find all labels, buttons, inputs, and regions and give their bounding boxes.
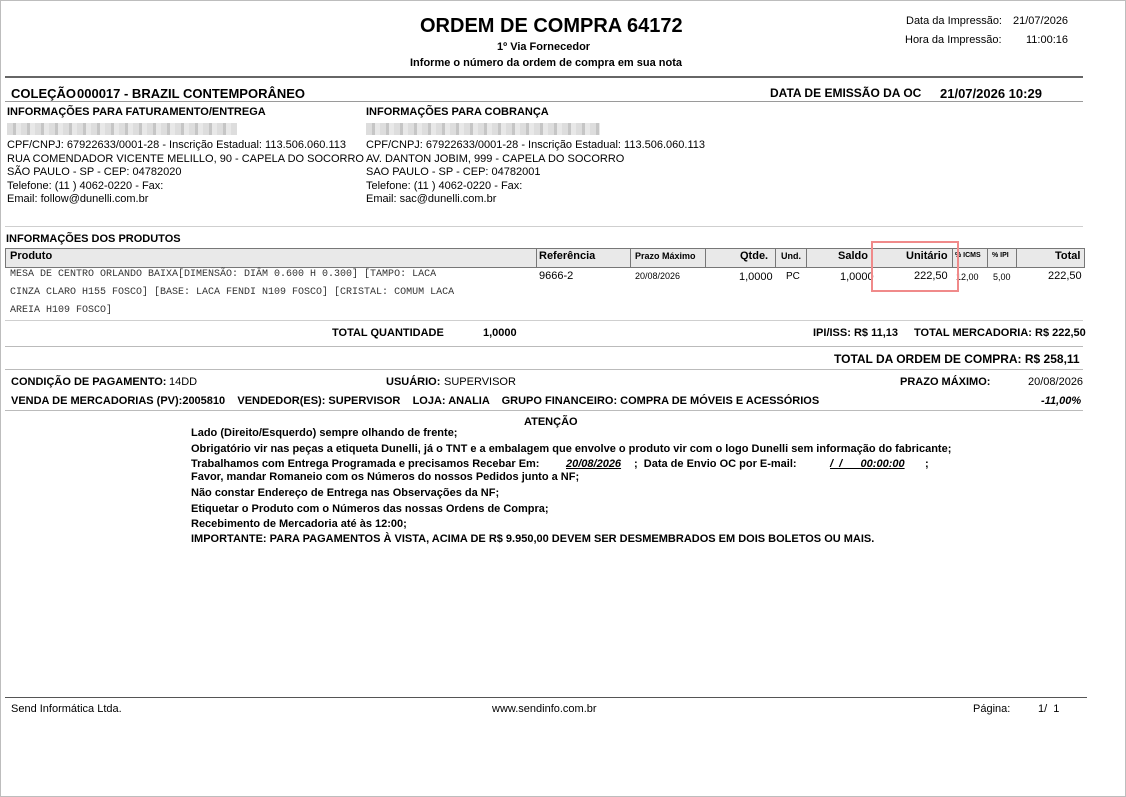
note-line: Trabalhamos com Entrega Programada e precisamos Recebar Em: [191, 458, 540, 470]
payment-label: CONDIÇÃO DE PAGAMENTO: [11, 376, 167, 388]
billing-line: RUA COMENDADOR VICENTE MELILLO, 90 - CAPELA DO SOCORRO [7, 153, 364, 165]
column-divider [705, 248, 706, 267]
column-header: Und. [781, 251, 801, 261]
product-balance: 1,0000 [840, 271, 874, 283]
page-label: Página: [973, 703, 1011, 715]
product-unit-price: 222,50 [914, 270, 948, 282]
billing-title: INFORMAÇÕES PARA FATURAMENTO/ENTREGA [7, 106, 266, 118]
page-title: ORDEM DE COMPRA 64172 [420, 15, 683, 37]
column-divider [775, 248, 776, 267]
redacted-name [366, 123, 600, 135]
column-header: Prazo Máximo [635, 251, 696, 261]
billing-line: CPF/CNPJ: 67922633/0001-28 - Inscrição Estadual: 113.506.060.113 [7, 139, 346, 151]
footer-divider [5, 697, 1087, 698]
charge-line: SAO PAULO - SP - CEP: 04782001 [366, 166, 541, 178]
product-ref: 9666-2 [539, 270, 574, 282]
column-header: % IPI [992, 252, 1009, 259]
column-divider [1016, 248, 1017, 267]
page-number: 1/ 1 [1038, 703, 1060, 715]
delivery-date: 20/08/2026 [566, 458, 622, 470]
print-date-label: Data da Impressão: [906, 15, 1002, 27]
products-title: INFORMAÇÕES DOS PRODUTOS [6, 233, 181, 245]
via-label: 1º Via Fornecedor [497, 41, 591, 53]
note-line: IMPORTANTE: PARA PAGAMENTOS À VISTA, ACIMA DE R$ 9.950,00 DEVEM SER DESMEMBRADOS EM DOIS BOLETOS OU MAIS. [191, 533, 875, 545]
product-total: 222,50 [1048, 270, 1082, 282]
note-line: Favor, mandar Romaneio com os Números do nossos Pedidos junto a NF; [191, 471, 580, 483]
note-line: ; Data de Envio OC por E-mail: [634, 458, 797, 470]
charge-email: Email: sac@dunelli.com.br [366, 193, 497, 205]
product-description-line: AREIA H109 FOSCO] [10, 305, 113, 316]
ipi-iss-total: IPI/ISS: R$ 11,13 [813, 327, 898, 339]
column-divider [987, 248, 988, 267]
column-header: % ICMS [955, 252, 981, 259]
product-description-line: CINZA CLARO H155 FOSCO] [BASE: LACA FENDI N109 FOSCO] [CRISTAL: COMUM LACA [10, 287, 455, 298]
deadline-label: PRAZO MÁXIMO: [900, 376, 991, 388]
total-qty-value: 1,0000 [483, 327, 517, 339]
user-label: USUÁRIO: [386, 376, 441, 388]
note-line: ; [925, 458, 929, 470]
column-header: Qtde. [740, 250, 769, 262]
payment-value: 14DD [169, 376, 198, 388]
attention-title: ATENÇÃO [524, 416, 578, 428]
product-deadline: 20/08/2026 [635, 271, 681, 281]
footer-site: www.sendinfo.com.br [492, 703, 597, 715]
divider [5, 410, 1083, 411]
sale-info-line: VENDA DE MERCADORIAS (PV):2005810 VENDEDOR(ES): SUPERVISOR LOJA: ANALIA GRUPO FINANCEIRO: COMPRA DE MÓVEIS E ACESSÓRIOS [11, 395, 820, 407]
divider [5, 369, 1083, 370]
column-divider [630, 248, 631, 267]
collection-value: 000017 - BRAZIL CONTEMPORÂNEO [77, 86, 306, 101]
print-time: 11:00:16 [1026, 34, 1069, 46]
column-divider [536, 248, 537, 267]
column-header: Saldo [838, 250, 868, 262]
order-total: TOTAL DA ORDEM DE COMPRA: R$ 258,11 [834, 352, 1080, 366]
note-line: Recebimento de Mercadoria até às 12:00; [191, 518, 407, 530]
column-header: Referência [539, 250, 596, 262]
collection-label: COLEÇÃO [11, 86, 76, 101]
discount-value: -11,00% [1041, 395, 1082, 407]
user-value: SUPERVISOR [444, 376, 516, 388]
charge-line: Telefone: (11 ) 4062-0220 - Fax: [366, 180, 523, 192]
product-qty: 1,0000 [739, 271, 773, 283]
charge-line: CPF/CNPJ: 67922633/0001-28 - Inscrição Estadual: 113.506.060.113 [366, 139, 705, 151]
note-line: Obrigatório vir nas peças a etiqueta Dunelli, já o TNT e a embalagem que envolve o produto vir com o logo Dunelli sem informação do fabricante; [191, 443, 952, 455]
merchandise-total: TOTAL MERCADORIA: R$ 222,50 [914, 327, 1086, 339]
column-divider [806, 248, 807, 267]
emission-value: 21/07/2026 10:29 [940, 86, 1042, 101]
charge-line: AV. DANTON JOBIM, 999 - CAPELA DO SOCORRO [366, 153, 625, 165]
billing-line: Telefone: (11 ) 4062-0220 - Fax: [7, 180, 164, 192]
redacted-name [7, 123, 237, 135]
column-header: Total [1055, 250, 1081, 262]
print-date: 21/07/2026 [1013, 15, 1069, 27]
divider [5, 346, 1083, 347]
divider [5, 76, 1083, 78]
note-line: Etiquetar o Produto com o Números das nossas Ordens de Compra; [191, 503, 549, 515]
unit-price-highlight [871, 241, 959, 292]
divider [5, 226, 1083, 227]
note-line: Lado (Direito/Esquerdo) sempre olhando de frente; [191, 427, 458, 439]
billing-email: Email: follow@dunelli.com.br [7, 193, 149, 205]
print-time-label: Hora da Impressão: [905, 34, 1002, 46]
product-unit: PC [786, 271, 800, 282]
charge-title: INFORMAÇÕES PARA COBRANÇA [366, 106, 549, 118]
emission-label: DATA DE EMISSÃO DA OC [770, 86, 922, 100]
footer-company: Send Informática Ltda. [11, 703, 122, 715]
product-icms: 12,00 [956, 272, 979, 282]
divider [5, 101, 1083, 102]
product-ipi: 5,00 [993, 272, 1011, 282]
instruction-text: Informe o número da ordem de compra em sua nota [410, 57, 682, 69]
column-header: Produto [10, 250, 53, 262]
deadline-value: 20/08/2026 [1028, 376, 1084, 388]
total-qty-label: TOTAL QUANTIDADE [332, 327, 444, 339]
note-line: Não constar Endereço de Entrega nas Observações da NF; [191, 487, 500, 499]
email-send-date: / / 00:00:00 [830, 458, 905, 470]
product-description-line: MESA DE CENTRO ORLANDO BAIXA[DIMENSÃO: DIÂM 0.600 H 0.300] [TAMPO: LACA [10, 269, 437, 280]
column-header: Unitário [906, 250, 948, 262]
billing-line: SÃO PAULO - SP - CEP: 04782020 [7, 166, 182, 178]
